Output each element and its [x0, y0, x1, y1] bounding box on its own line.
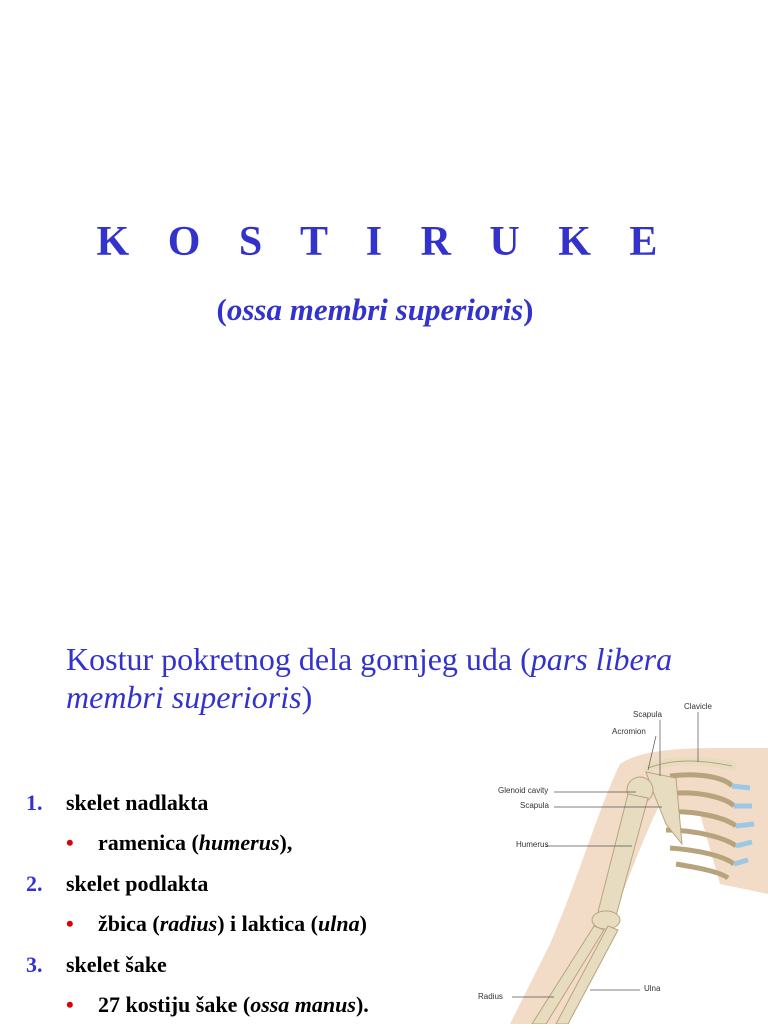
outline-item: [26, 871, 208, 897]
outline-number: 1.: [26, 790, 43, 815]
sub-text: ),: [279, 830, 293, 855]
outline-label: skelet podlakta: [66, 871, 209, 896]
outline-item: [26, 952, 167, 978]
label-glenoid-cavity: Glenoid cavity: [498, 786, 549, 795]
label-ulna: Ulna: [644, 984, 661, 993]
outline-item: [26, 790, 208, 816]
label-humerus: Humerus: [516, 840, 549, 849]
outline-number: 3.: [26, 952, 43, 977]
subtitle-latin: ossa membri superioris: [226, 292, 524, 327]
outline-number: 2.: [26, 871, 43, 896]
outline-subitem: [66, 992, 369, 1018]
subtitle-close: ): [523, 292, 534, 327]
arm-skeleton-illustration: [470, 694, 768, 1024]
subtitle-open: (: [216, 292, 227, 327]
heading-latin: pars libera membri superioris: [66, 641, 673, 715]
label-scapula-top: Scapula: [633, 710, 662, 719]
elbow-joint: [592, 911, 620, 929]
heading-plain: Kostur pokretnog dela gornjeg uda (: [66, 641, 531, 677]
slide-title: K O S T I R U K E: [96, 219, 672, 265]
sub-text: ) i laktica (: [217, 911, 319, 936]
sub-text: ): [359, 911, 367, 936]
sub-text: ).: [355, 992, 369, 1017]
outline-label: skelet nadlakta: [66, 790, 209, 815]
bullet-icon: •: [66, 911, 74, 936]
sub-text: 27 kostiju šake (: [98, 992, 251, 1017]
bullet-icon: •: [66, 992, 74, 1017]
outline-label: skelet šake: [66, 952, 167, 977]
sub-text: ramenica (: [98, 830, 199, 855]
label-acromion: Acromion: [612, 727, 646, 736]
heading-close: ): [301, 679, 313, 715]
label-radius: Radius: [478, 992, 503, 1001]
outline-subitem: [66, 830, 292, 856]
sub-text: žbica (: [98, 911, 160, 936]
sub-latin: humerus: [198, 830, 280, 855]
sub-latin: ulna: [318, 911, 360, 936]
bullet-icon: •: [66, 830, 74, 855]
sub-latin: ossa manus: [250, 992, 356, 1017]
sub-latin: radius: [159, 911, 218, 936]
arm-skeleton-figure: [470, 694, 768, 1024]
outline-subitem: [66, 911, 367, 937]
label-scapula: Scapula: [520, 801, 549, 810]
label-clavicle: Clavicle: [684, 702, 713, 711]
slide-subtitle: [0, 292, 750, 328]
